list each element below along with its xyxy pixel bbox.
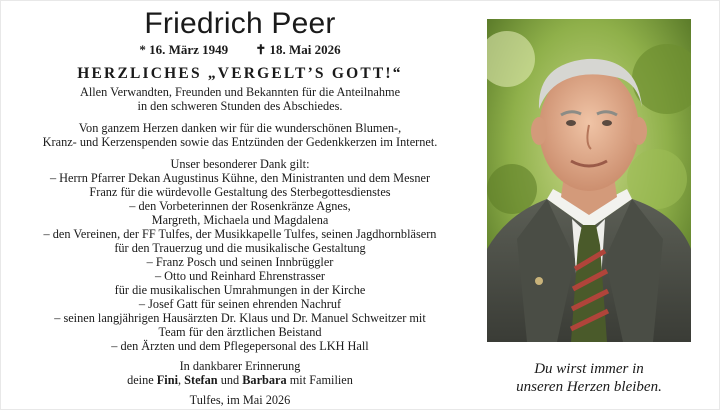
text-line: Margreth, Michaela und Magdalena	[151, 213, 329, 227]
text-line: Von ganzem Herzen danken wir für die wunderschönen Blumen-,	[78, 121, 402, 135]
family-name-barbara: Barbara	[242, 373, 287, 387]
death-date: ✝ 18. Mai 2026	[255, 42, 341, 57]
text-line: Franz für die würdevolle Gestaltung des Sterbegottesdienstes	[89, 185, 391, 199]
thanks-headline: HERZLICHES „VERGELT’S GOTT!“	[77, 65, 403, 82]
caption-line-2: unseren Herzen bleiben.	[516, 379, 662, 395]
paragraph-gap	[0, 149, 480, 157]
text-line: in den schweren Stunden des Abschiedes.	[137, 99, 343, 113]
text-line: Unser besonderer Dank gilt:	[170, 157, 310, 171]
memory-line: In dankbarer Erinnerung	[179, 359, 301, 373]
thanks-text	[0, 85, 480, 407]
birth-date: * 16. März 1949	[139, 42, 229, 57]
family-name-stefan: Stefan	[184, 373, 218, 387]
text-line: Allen Verwandten, Freunden und Bekannten für die Anteilnahme	[79, 85, 401, 99]
text-line: – Josef Gatt für seinen ehrenden Nachruf	[138, 297, 342, 311]
paragraph-gap	[0, 113, 480, 121]
place-date: Tulfes, im Mai 2026	[189, 393, 291, 407]
deceased-name: Friedrich Peer	[144, 7, 336, 40]
text-line: – den Vereinen, der FF Tulfes, der Musikkapelle Tulfes, seinen Jagdhornbläsern	[43, 227, 437, 241]
text-line: für den Trauerzug und die musikalische Gestaltung	[114, 241, 366, 255]
text-line: – Herrn Pfarrer Dekan Augustinus Kühne, den Ministranten und dem Mesner	[49, 171, 431, 185]
text-line: für die musikalischen Umrahmungen in der Kirche	[114, 283, 366, 297]
text-line: Team für den ärztlichen Beistand	[158, 325, 322, 339]
portrait-illustration	[487, 19, 691, 342]
text-line: – den Vorbeterinnen der Rosenkränze Agnes,	[129, 199, 351, 213]
text-line: – seinen langjährigen Hausärzten Dr. Klaus und Dr. Manuel Schweitzer mit	[54, 311, 426, 325]
text-line: Kranz- und Kerzenspenden sowie das Entzünden der Gedenkkerzen im Internet.	[42, 135, 438, 149]
text-line: – den Ärzten und dem Pflegepersonal des LKH Hall	[111, 339, 369, 353]
caption-line-1: Du wirst immer in	[534, 361, 644, 377]
life-dates	[0, 42, 480, 58]
photo-caption	[487, 360, 691, 396]
text-line: – Otto und Reinhard Ehrenstrasser	[154, 269, 326, 283]
family-name-fini: Fini	[156, 373, 178, 387]
family-line: deine Fini, Stefan und Barbara mit Familien	[127, 373, 353, 387]
text-line: – Franz Posch und seinen Innbrüggler	[146, 255, 334, 269]
portrait-photo	[487, 19, 691, 342]
